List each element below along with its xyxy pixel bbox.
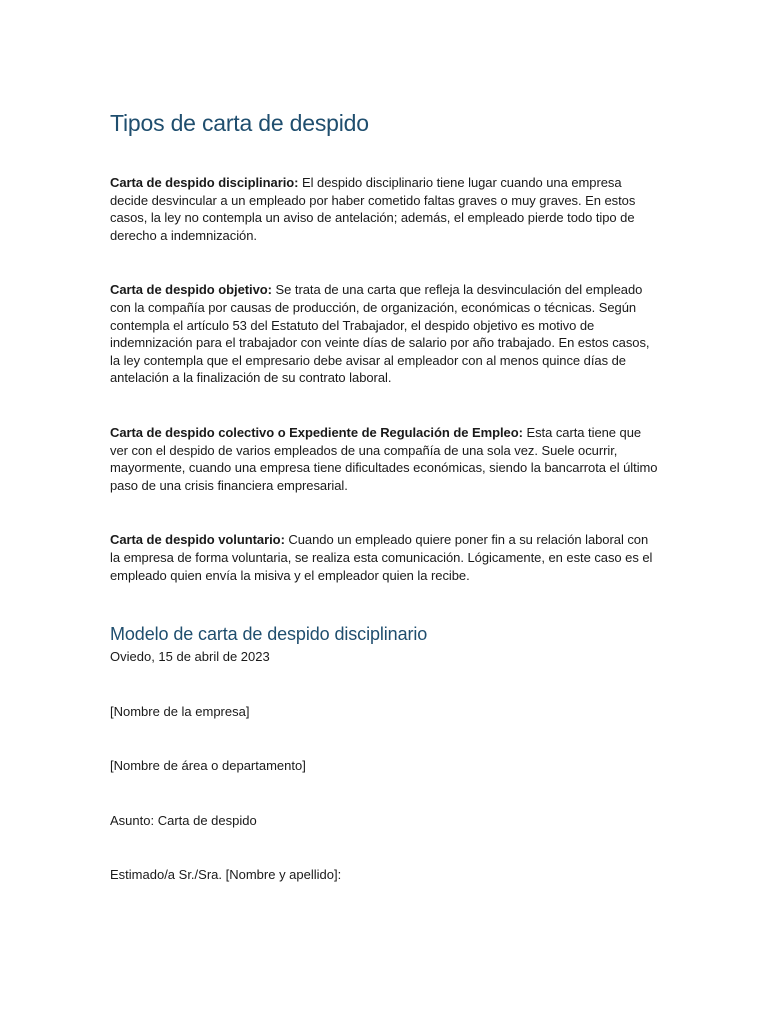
section-term: Carta de despido objetivo:	[110, 282, 272, 298]
section-text: Esta carta tiene que ver con el despido de varios empleados de una compañía de una sola vez. Suele ocurrir, mayormente, cuando una empresa tiene dificultades económicas, siendo la bancarrota el último paso de una crisis financiera empresarial.	[110, 424, 658, 493]
section-text: Cuando un empleado quiere poner fin a su relación laboral con la empresa de forma voluntaria, se realiza esta comunicación. Lógicamente, en este caso es el empleado quien envía la misiva y el empleador quien la recibe.	[110, 532, 653, 583]
section-text: Se trata de una carta que refleja la desvinculación del empleado con la compañía por causas de producción, de organización, económicas o técnicas. Según contempla el artículo 53 del Estatuto del Trabajador, el despido objetivo es motivo de indemnización para el trabajador con veinte días de salario por año trabajado. En estos casos, la ley contempla que el empresario debe avisar al empleador con al menos quince días de antelación a la finalización de su contrato laboral.	[110, 282, 650, 386]
model-heading: Modelo de carta de despido disciplinario	[110, 624, 428, 645]
section-term: Carta de despido disciplinario:	[110, 175, 299, 190]
section-term: Carta de despido colectivo o Expediente de Regulación de Empleo:	[110, 424, 523, 440]
page-title: Tipos de carta de despido	[110, 110, 369, 136]
section-colectivo	[110, 424, 658, 494]
section-disciplinario	[110, 174, 658, 244]
section-voluntario	[110, 531, 658, 584]
letter-subject: Asunto: Carta de despido	[110, 812, 257, 828]
letter-greeting: Estimado/a Sr./Sra. [Nombre y apellido]:	[110, 867, 342, 883]
section-text: El despido disciplinario tiene lugar cuando una empresa decide desvincular a un empleado por haber cometido faltas graves o muy graves. En estos casos, la ley no contempla un aviso de antelación; además, el empleado pierde todo tipo de derecho a indemnización.	[110, 175, 636, 243]
letter-date: Oviedo, 15 de abril de 2023	[110, 649, 270, 665]
letter-company: [Nombre de la empresa]	[110, 703, 250, 719]
section-objetivo	[110, 281, 658, 387]
document-page	[110, 108, 658, 884]
letter-department: [Nombre de área o departamento]	[110, 758, 306, 774]
section-term: Carta de despido voluntario:	[110, 532, 285, 548]
